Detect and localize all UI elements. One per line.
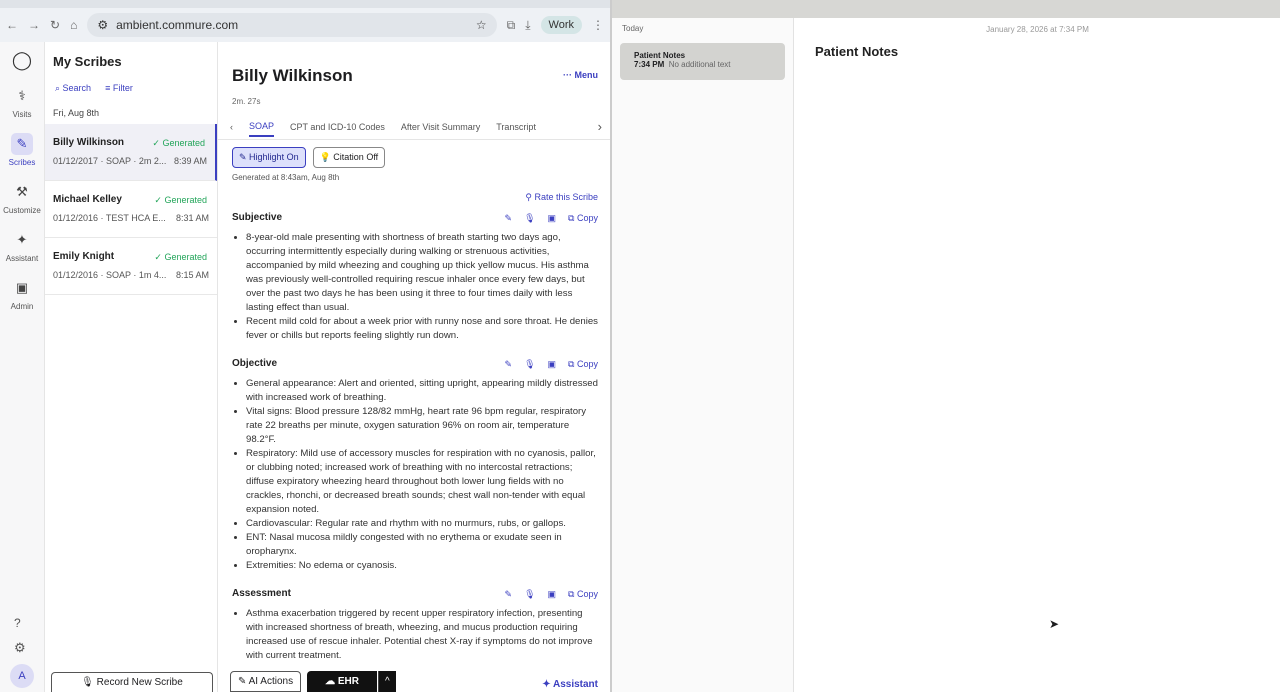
mouse-cursor-icon: ➤ bbox=[1049, 617, 1060, 631]
duration: 2m. 27s bbox=[232, 97, 261, 106]
status-text: Generated bbox=[164, 252, 207, 262]
address-bar[interactable] bbox=[87, 13, 496, 37]
insert-icon[interactable]: ▣ bbox=[547, 589, 557, 599]
bullet: • 8-year-old male presenting with shortness of breath starting two days ago, occurring intermittently especially during walking or strenuous activities, accompanied by mild wheezing and coughing up thick yellow mucus. His asthma was previously well-controlled requiring rescue inhaler once every few days, but over the past two days he has been using it three to four times daily with less lasting effect than usual. bbox=[246, 231, 598, 315]
section-subjective bbox=[232, 211, 598, 343]
meta: 01/12/2016 · SOAP · 1m 4... bbox=[53, 270, 167, 280]
edit-icon[interactable]: ✎ bbox=[504, 589, 513, 599]
more-icon[interactable]: ⋮ bbox=[592, 18, 604, 32]
list-item[interactable] bbox=[45, 238, 217, 295]
tab-soap[interactable]: SOAP bbox=[249, 117, 274, 137]
scribes-list bbox=[45, 42, 218, 692]
note-card-time: 7:34 PM bbox=[634, 60, 665, 69]
wand-icon: ⚒ bbox=[16, 184, 28, 199]
tab-strip bbox=[0, 0, 610, 8]
microphone-icon: 🎙 bbox=[81, 677, 94, 688]
record-label: Record New Scribe bbox=[96, 677, 183, 688]
ai-actions-button[interactable]: ✎ AI Actions bbox=[230, 671, 301, 692]
tab-avs[interactable]: After Visit Summary bbox=[400, 121, 481, 132]
nav-visits[interactable] bbox=[0, 85, 44, 119]
url-text: ambient.commure.com bbox=[116, 18, 239, 32]
edit-icon[interactable]: ✎ bbox=[504, 359, 513, 369]
extensions-icon[interactable]: ⧉ bbox=[506, 17, 516, 32]
nav-customize[interactable] bbox=[0, 181, 44, 215]
list-item[interactable] bbox=[45, 181, 217, 238]
sparkle-icon: ✦ bbox=[16, 232, 28, 247]
bullet: • General appearance: Alert and oriented, sitting upright, appearing mildly distressed with increased work of breathing. bbox=[246, 377, 598, 405]
chevron-left-icon[interactable]: ‹ bbox=[230, 121, 233, 132]
notes-app bbox=[612, 0, 1280, 692]
status-text: Generated bbox=[162, 138, 205, 148]
nav-assistant[interactable] bbox=[0, 229, 44, 263]
bullet: • Cardiovascular: Regular rate and rhythm with no murmurs, rubs, or gallops. bbox=[246, 517, 598, 531]
section-title: Assessment bbox=[232, 588, 291, 599]
bullet: • Asthma exacerbation triggered by recent upper respiratory infection, presenting with increased shortness of breath, wheezing, and mucus production requiring increased use of rescue inhaler. Potential chest X-ray if symptoms do not improve with current treatment. bbox=[246, 607, 598, 662]
home-icon[interactable]: ⌂ bbox=[70, 18, 78, 32]
scribe-icon: ✎ bbox=[11, 133, 33, 155]
citation-toggle[interactable]: 💡 Citation Off bbox=[313, 147, 386, 168]
nav-label: Scribes bbox=[8, 158, 36, 167]
list-item[interactable] bbox=[45, 124, 217, 181]
section-title: Subjective bbox=[232, 212, 283, 223]
filter-label: Filter bbox=[112, 83, 133, 93]
stethoscope-icon: ⚕ bbox=[18, 88, 26, 103]
patient-name: Emily Knight bbox=[53, 251, 115, 262]
scribe-detail bbox=[218, 42, 610, 692]
back-icon[interactable]: ← bbox=[6, 18, 18, 32]
bullet: • Respiratory: Mild use of accessory muscles for respiration with no cyanosis, pallor, or clubbing noted; increased work of breathing with no intercostal retractions; diffuse expiratory wheezing heard throughout both lower lung fields with no crackles, rhonchi, or decreased breath sounds; chest wall non-tender with equal expansion noted. bbox=[246, 447, 598, 517]
note-card-preview: No additional text bbox=[668, 60, 731, 69]
status-badge: ✓ Generated bbox=[152, 138, 205, 148]
assistant-button[interactable]: ✦ Assistant bbox=[542, 679, 598, 690]
copy-button[interactable]: ⧉ Copy bbox=[568, 589, 598, 599]
profile-button[interactable]: Work bbox=[541, 16, 582, 34]
list-title: My Scribes bbox=[53, 54, 122, 69]
chevron-up-icon[interactable]: ^ bbox=[378, 671, 396, 692]
ehr-button[interactable]: ☁ EHR bbox=[307, 671, 377, 692]
patient-name: Michael Kelley bbox=[53, 194, 122, 205]
browser-toolbar bbox=[0, 8, 610, 42]
action-bar bbox=[218, 670, 610, 692]
forward-icon[interactable]: → bbox=[28, 18, 40, 32]
nav-label: Customize bbox=[3, 206, 41, 215]
highlight-toggle[interactable]: ✎ Highlight On bbox=[232, 147, 306, 168]
search-label: Search bbox=[62, 83, 92, 93]
citation-label: Citation Off bbox=[333, 152, 379, 162]
generated-time: Generated at 8:43am, Aug 8th bbox=[232, 173, 340, 182]
chevron-right-icon[interactable]: › bbox=[597, 119, 602, 134]
search-button[interactable]: ⌕ Search bbox=[55, 83, 92, 93]
status-badge: ✓ Generated bbox=[154, 195, 207, 205]
tabs bbox=[218, 114, 610, 140]
notes-group: Today bbox=[622, 24, 644, 33]
app-nav bbox=[0, 42, 45, 692]
note-editor[interactable] bbox=[795, 18, 1280, 692]
meta: 01/12/2017 · SOAP · 2m 2... bbox=[53, 156, 167, 166]
browser-window bbox=[0, 0, 612, 692]
section-assessment bbox=[232, 587, 598, 662]
insert-icon[interactable]: ▣ bbox=[547, 213, 557, 223]
site-info-icon[interactable]: ⚙ bbox=[97, 18, 109, 32]
section-title: Objective bbox=[232, 358, 278, 369]
note-card-title: Patient Notes bbox=[634, 51, 686, 60]
logo-icon: ◯ bbox=[11, 50, 33, 70]
bookmark-star-icon[interactable]: ☆ bbox=[475, 18, 487, 32]
note-card[interactable] bbox=[620, 43, 785, 80]
bullet: • Extremities: No edema or cyanosis. bbox=[246, 559, 598, 573]
microphone-icon[interactable]: 🎙 bbox=[524, 359, 536, 369]
date-group: Fri, Aug 8th bbox=[53, 108, 100, 118]
microphone-icon[interactable]: 🎙 bbox=[524, 213, 536, 223]
copy-button[interactable]: ⧉ Copy bbox=[568, 213, 598, 223]
notes-list bbox=[612, 18, 794, 692]
filter-button[interactable]: ≡ Filter bbox=[105, 83, 133, 93]
ehr-label: EHR bbox=[337, 676, 359, 687]
reload-icon[interactable]: ↻ bbox=[50, 18, 61, 32]
nav-label: Admin bbox=[10, 302, 34, 311]
admin-icon: ▣ bbox=[15, 280, 29, 295]
rate-label: Rate this Scribe bbox=[534, 192, 598, 202]
microphone-icon[interactable]: 🎙 bbox=[524, 589, 536, 599]
copy-label: Copy bbox=[576, 359, 598, 369]
soap-note bbox=[232, 207, 598, 662]
page-title: Billy Wilkinson bbox=[232, 66, 353, 85]
time: 8:31 AM bbox=[175, 213, 209, 223]
tab-codes[interactable]: CPT and ICD-10 Codes bbox=[290, 121, 385, 132]
copy-label: Copy bbox=[576, 589, 598, 599]
menu-button[interactable]: ··· Menu bbox=[563, 70, 598, 80]
note-title: Patient Notes bbox=[815, 44, 899, 59]
tab-transcript[interactable]: Transcript bbox=[496, 121, 536, 132]
time: 8:15 AM bbox=[175, 270, 209, 280]
copy-label: Copy bbox=[576, 213, 598, 223]
section-objective bbox=[232, 357, 598, 573]
rate-scribe-button[interactable]: ⚲ Rate this Scribe bbox=[525, 192, 598, 202]
help-icon[interactable]: ? bbox=[14, 616, 21, 630]
ai-actions-label: AI Actions bbox=[248, 676, 294, 687]
status-badge: ✓ Generated bbox=[154, 252, 207, 262]
bullet: • Recent mild cold for about a week prior with runny nose and sore throat. He denies fever or chills but reports feeling slightly run down. bbox=[246, 315, 598, 343]
nav-scribes[interactable] bbox=[0, 133, 44, 167]
bullet: • ENT: Nasal mucosa mildly congested with no erythema or exudate seen in oropharynx. bbox=[246, 531, 598, 559]
assistant-label: Assistant bbox=[552, 679, 598, 690]
note-date: January 28, 2026 at 7:34 PM bbox=[986, 25, 1089, 34]
menu-label: Menu bbox=[574, 70, 598, 80]
time: 8:39 AM bbox=[173, 156, 207, 166]
highlight-label: Highlight On bbox=[249, 152, 299, 162]
edit-icon[interactable]: ✎ bbox=[504, 213, 513, 223]
nav-label: Assistant bbox=[5, 254, 39, 263]
insert-icon[interactable]: ▣ bbox=[547, 359, 557, 369]
avatar[interactable]: A bbox=[10, 664, 34, 688]
download-icon[interactable]: ⤓ bbox=[525, 17, 531, 32]
nav-label: Visits bbox=[12, 110, 32, 119]
record-new-scribe-button[interactable] bbox=[51, 672, 213, 692]
meta: 01/12/2016 · TEST HCA E... bbox=[53, 213, 166, 223]
settings-icon[interactable]: ⚙ bbox=[14, 640, 26, 655]
copy-button[interactable]: ⧉ Copy bbox=[568, 359, 598, 369]
bullet: • Vital signs: Blood pressure 128/82 mmHg, heart rate 96 bpm regular, respiratory rate 22 breaths per minute, oxygen saturation 96% on room air, temperature 98.2°F. bbox=[246, 405, 598, 447]
status-text: Generated bbox=[164, 195, 207, 205]
nav-admin[interactable] bbox=[0, 277, 44, 311]
notes-toolbar bbox=[612, 0, 1280, 18]
patient-name: Billy Wilkinson bbox=[53, 137, 125, 148]
